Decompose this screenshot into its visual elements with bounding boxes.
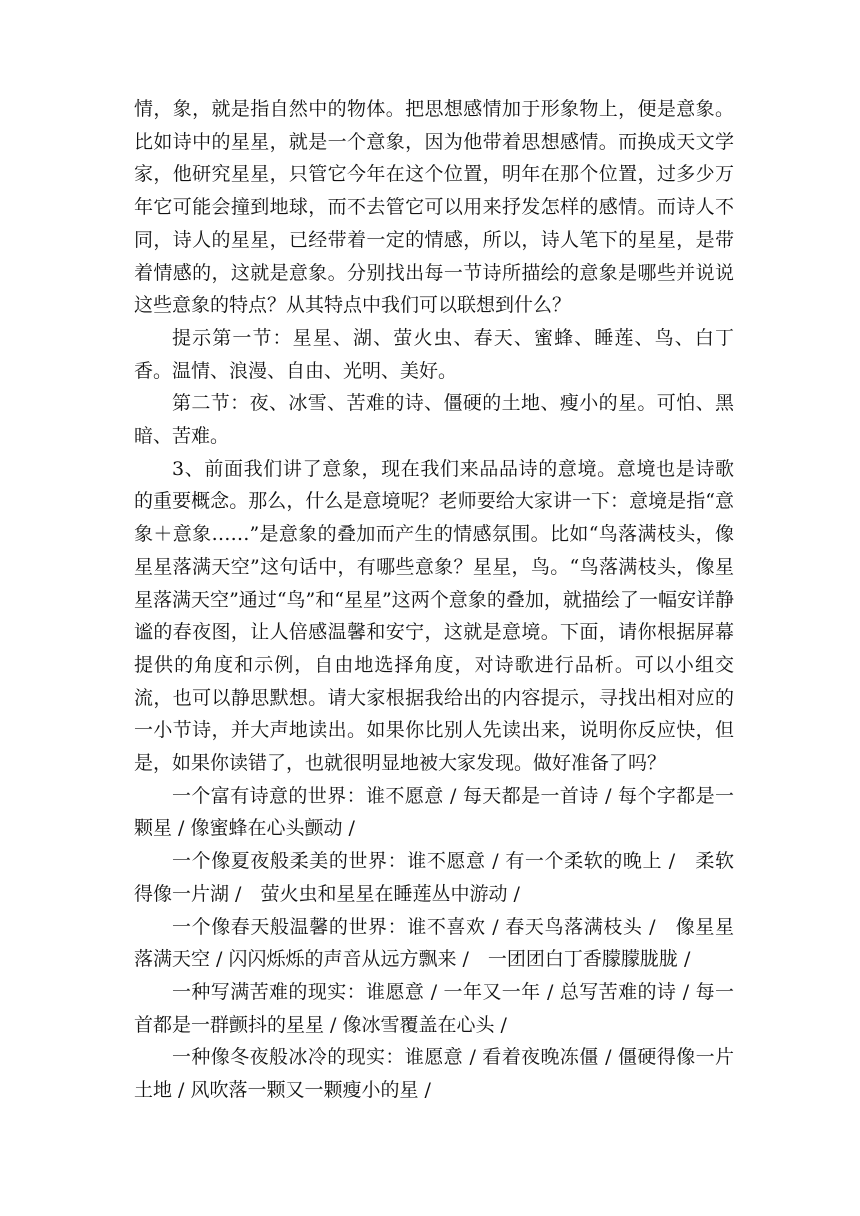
paragraph-spring-world: 一个像春天般温馨的世界：谁不喜欢 / 春天鸟落满枝头 / 像星星落满天空 / 闪闪烁烁的声音从远方飘来 / 一团团白丁香朦朦胧胧 / — [134, 915, 734, 971]
paragraph-hint-section-one: 提示第一节：星星、湖、萤火虫、春天、蜜蜂、睡莲、鸟、白丁香。温情、浪漫、自由、光明、美好。 — [134, 326, 734, 382]
paragraph-artistic-conception: 3、前面我们讲了意象，现在我们来品品诗的意境。意境也是诗歌的重要概念。那么，什么是意境呢？老师要给大家讲一下：意境是指“意象＋意象……”是意象的叠加而产生的情感氛围。比如“鸟落满枝头，像星星落满天空”这句话中，有哪些意象？星星，鸟。“鸟落满枝头，像星星落满天空”通过“鸟”和“星星”这两个意象的叠加，就描绘了一幅安详静谧的春夜图，让人倍感温馨和安宁，这就是意境。下面，请你根据屏幕提供的角度和示例，自由地选择角度，对诗歌进行品析。可以小组交流，也可以静思默想。请大家根据我给出的内容提示，寻找出相对应的一小节诗，并大声地读出。如果你比别人先读出来，说明你反应快，但是，如果你读错了，也就很明显地被大家发现。做好准备了吗？ — [134, 457, 734, 775]
paragraph-summer-night-world: 一个像夏夜般柔美的世界：谁不愿意 / 有一个柔软的晚上 / 柔软得像一片湖 / 萤火虫和星星在睡莲丛中游动 / — [134, 850, 734, 905]
paragraph-poetic-world: 一个富有诗意的世界：谁不愿意 / 每天都是一首诗 / 每个字都是一颗星 / 像蜜蜂在心头颤动 / — [134, 784, 734, 840]
paragraph-suffering-reality: 一种写满苦难的现实：谁愿意 / 一年又一年 / 总写苦难的诗 / 每一首都是一群颤抖的星星 / 像冰雪覆盖在心头 / — [134, 980, 734, 1036]
paragraph-winter-night-reality: 一种像冬夜般冰冷的现实：谁愿意 / 看着夜晚冻僵 / 僵硬得像一片土地 / 风吹落一颗又一颗瘦小的星 / — [134, 1046, 734, 1102]
paragraph-imagery-definition: 情，象，就是指自然中的物体。把思想感情加于形象物上，便是意象。比如诗中的星星，就是一个意象，因为他带着思想感情。而换成天文学家，他研究星星，只管它今年在这个位置，明年在那个位置，过多少万年它可能会撞到地球，而不去管它可以用来抒发怎样的感情。而诗人不同，诗人的星星，已经带着一定的情感，所以，诗人笔下的星星，是带着情感的，这就是意象。分别找出每一节诗所描绘的意象是哪些并说说这些意象的特点？从其特点中我们可以联想到什么？ — [134, 98, 734, 317]
document-page — [134, 93, 734, 1107]
paragraph-hint-section-two: 第二节：夜、冰雪、苦难的诗、僵硬的土地、瘦小的星。可怕、黑暗、苦难。 — [134, 392, 734, 448]
